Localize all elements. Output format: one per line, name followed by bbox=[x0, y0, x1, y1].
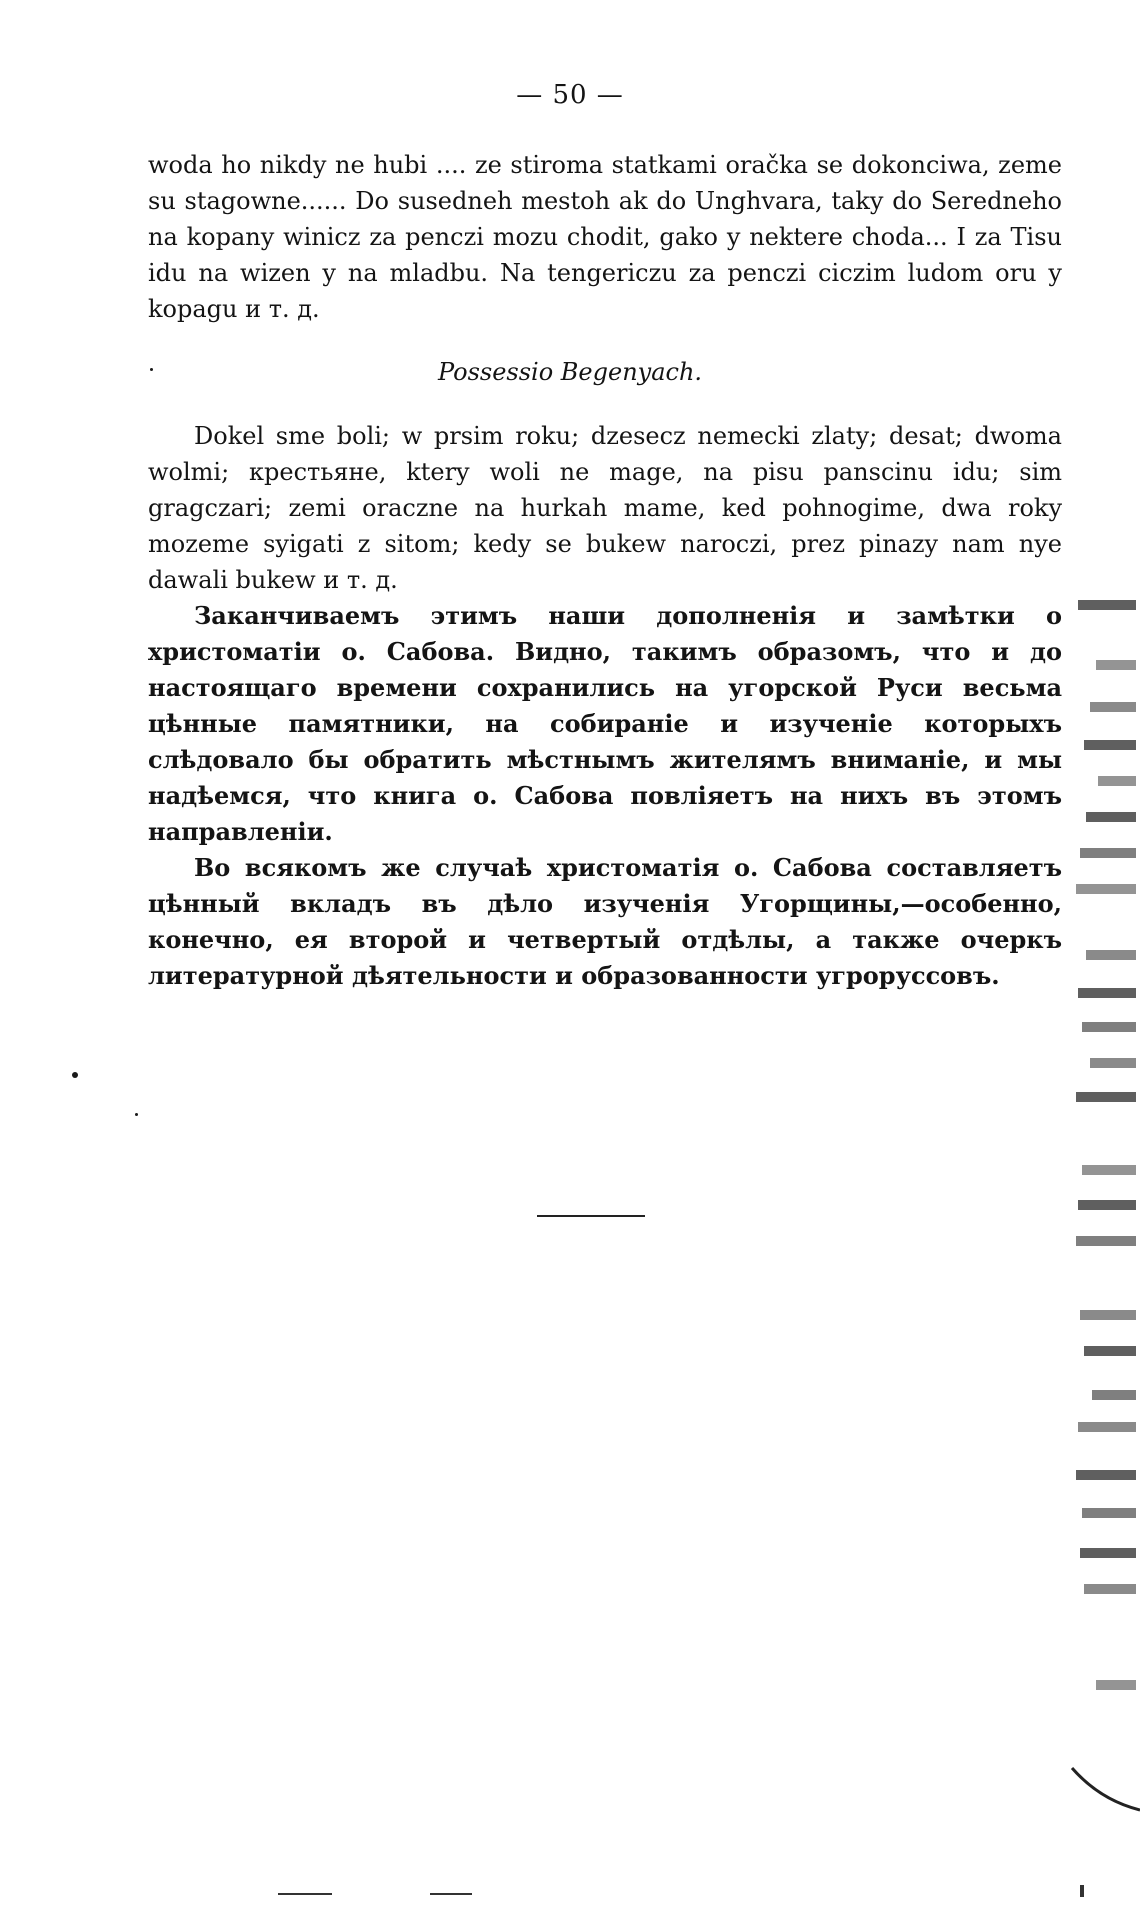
text-block-top bbox=[148, 147, 1062, 327]
bleed-mark bbox=[1084, 1346, 1136, 1356]
bleed-mark bbox=[1080, 1548, 1136, 1558]
bleed-through-curve bbox=[1070, 1760, 1140, 1820]
bleed-mark bbox=[1076, 884, 1136, 894]
end-rule bbox=[537, 1215, 645, 1217]
bottom-edge-mark bbox=[278, 1893, 332, 1895]
page-number: — 50 — bbox=[516, 80, 624, 110]
paragraph-dokel: Dokel sme boli; w prsim roku; dzesecz nemecki zlaty; desat; dwoma wolmi; крестьяне, ktery woli ne mage, na pisu panscinu idu; sim gragczari; zemi oraczne na hurkah mame, ked pohnogime, dwa roky mozeme syigati z sitom; kedy se bukew naroczi, prez pinazy nam nye dawali bukew и т. д. bbox=[148, 422, 1062, 594]
text-block-possessio bbox=[148, 418, 1062, 598]
bleed-mark bbox=[1086, 950, 1136, 960]
bleed-mark bbox=[1082, 1022, 1136, 1032]
bleed-mark bbox=[1082, 1165, 1136, 1175]
bleed-mark bbox=[1076, 1470, 1136, 1480]
paragraph-conclusion-2: Во всякомъ же случаѣ христоматія о. Сабова составляетъ цѣнный вкладъ въ дѣло изученія Угорщины,—особенно, конечно, ея второй и четвертый отдѣлы, а также очеркъ литературной дѣятельности и образованности угроруссовъ. bbox=[148, 853, 1062, 990]
section-heading: Possessio Begenyach. bbox=[437, 358, 703, 386]
text-block-conclusion bbox=[148, 598, 1062, 994]
bleed-mark bbox=[1090, 702, 1136, 712]
page-speck bbox=[135, 1113, 138, 1116]
bleed-mark bbox=[1084, 740, 1136, 750]
bleed-mark bbox=[1092, 1390, 1136, 1400]
bleed-mark bbox=[1096, 660, 1136, 670]
bleed-mark bbox=[1076, 1236, 1136, 1246]
bleed-through-marks bbox=[1070, 590, 1140, 1720]
bleed-mark bbox=[1078, 1200, 1136, 1210]
bleed-mark bbox=[1082, 1508, 1136, 1518]
page-speck bbox=[150, 368, 153, 371]
bleed-mark bbox=[1096, 1680, 1136, 1690]
bleed-mark bbox=[1076, 1092, 1136, 1102]
bleed-mark bbox=[1080, 848, 1136, 858]
bleed-mark bbox=[1084, 1584, 1136, 1594]
paragraph-woda: woda ho nikdy ne hubi .... ze stiroma statkami oračka se dokonciwa, zeme su stagowne...... Do susedneh mestoh ak do Unghvara, taky do Seredneho na kopany winicz za penczi mozu chodit, gako y nektere choda... I za Tisu idu na wizen y na mladbu. Na tengericzu za penczi ciczim ludom oru y kopagu и т. д. bbox=[148, 151, 1062, 323]
paragraph-conclusion-1: Заканчиваемъ этимъ наши дополненія и замѣтки о христоматіи о. Сабова. Видно, такимъ образомъ, что и до настоящаго времени сохранились на угорской Руси весьма цѣнные памятники, на собираніе и изученіе которыхъ слѣдовало бы обратить мѣстнымъ жителямъ вниманіе, и мы надѣемся, что книга о. Сабова повліяетъ на нихъ въ этомъ направленіи. bbox=[148, 601, 1062, 846]
bottom-edge-mark bbox=[430, 1893, 472, 1895]
bleed-mark bbox=[1090, 1058, 1136, 1068]
bottom-edge-mark bbox=[1080, 1885, 1084, 1897]
bleed-mark bbox=[1078, 1422, 1136, 1432]
page-speck bbox=[72, 1072, 78, 1078]
bleed-mark bbox=[1078, 988, 1136, 998]
bleed-mark bbox=[1078, 600, 1136, 610]
bleed-mark bbox=[1098, 776, 1136, 786]
bleed-mark bbox=[1086, 812, 1136, 822]
bleed-mark bbox=[1080, 1310, 1136, 1320]
